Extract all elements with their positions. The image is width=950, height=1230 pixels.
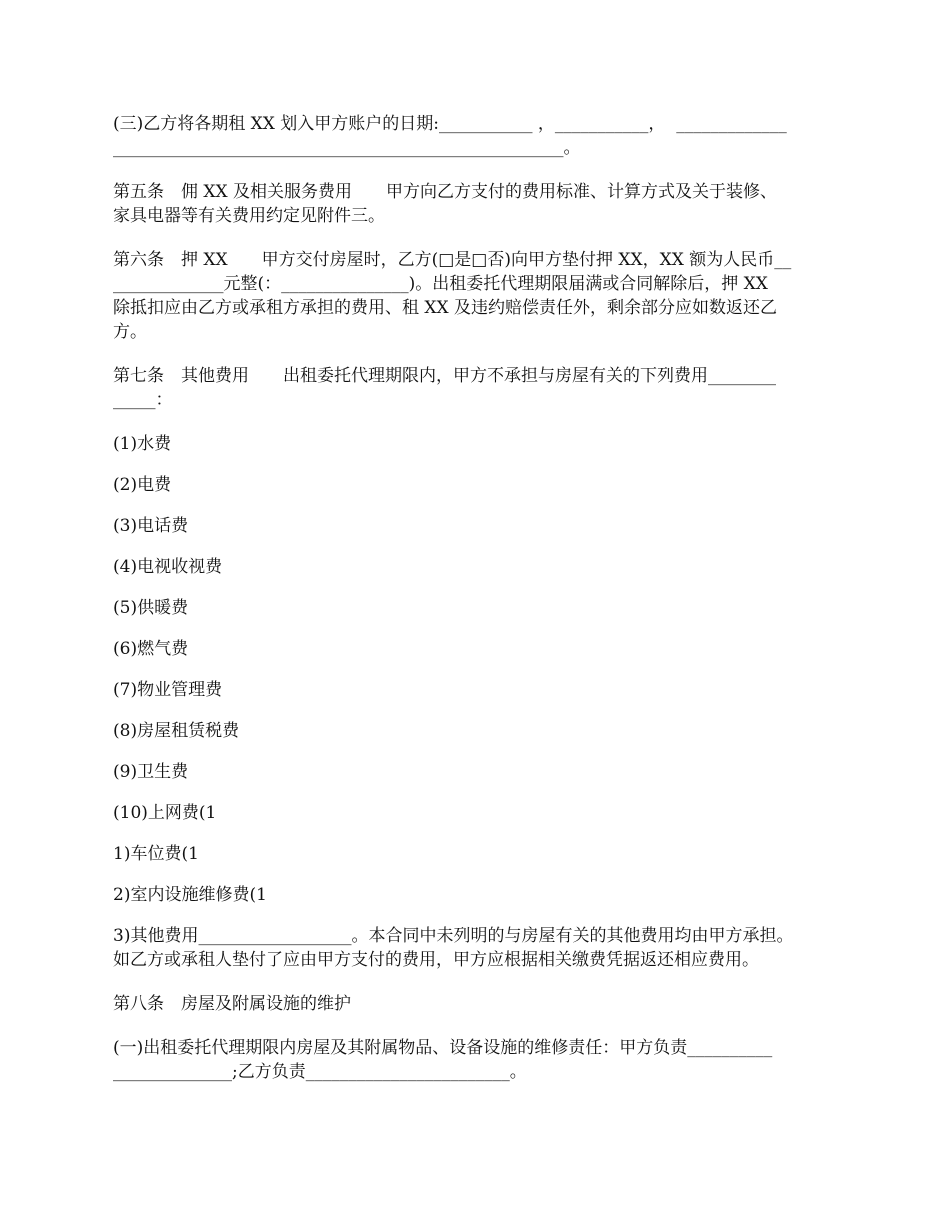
text-line: 方。 <box>113 322 147 342</box>
list-item <box>113 555 848 579</box>
text-line: (7)物业管理费 <box>113 680 223 700</box>
list-item <box>113 596 848 620</box>
list-item <box>113 760 848 784</box>
list-item <box>113 637 848 661</box>
text-line: (9)卫生费 <box>113 762 189 782</box>
text-line: _____________元整(：_______________)。出租委托代理期限届满或合同解除后，押 XX <box>113 274 768 294</box>
text-line: (8)房屋租赁税费 <box>113 721 240 741</box>
text-line: (一)出租委托代理期限内房屋及其附属物品、设备设施的维修责任：甲方负责__________ <box>113 1038 773 1058</box>
paragraph <box>113 112 848 160</box>
text-line: 家具电器等有关费用约定见附件三。 <box>113 206 385 226</box>
text-line: 2)室内设施维修费(1 <box>113 885 267 905</box>
text-line: 除抵扣应由乙方或承租方承担的费用、租 XX 及违约赔偿责任外，剩余部分应如数返还乙 <box>113 298 778 318</box>
list-item <box>113 514 848 538</box>
paragraph <box>113 248 848 344</box>
list-item <box>113 678 848 702</box>
list-item <box>113 473 848 497</box>
text-line: (三)乙方将各期租 XX 划入甲方账户的日期:___________ ，___________， _____________ <box>113 114 787 134</box>
text-line: 第八条 房屋及附属设施的维护 <box>113 994 351 1014</box>
text-line: 第七条 其他费用 出租委托代理期限内，甲方不承担与房屋有关的下列费用________ <box>113 366 776 386</box>
text-line: (10)上网费(1 <box>113 803 217 823</box>
text-line: 1)车位费(1 <box>113 844 199 864</box>
text-line: _____________________________________________________。 <box>113 138 581 158</box>
text-line: (5)供暖费 <box>113 598 189 618</box>
list-item <box>113 719 848 743</box>
paragraph <box>113 1036 848 1084</box>
text-line: 第五条 佣 XX 及相关服务费用 甲方向乙方支付的费用标准、计算方式及关于装修、 <box>113 182 778 202</box>
paragraph <box>113 180 848 228</box>
document-body <box>113 112 848 1104</box>
list-item <box>113 432 848 456</box>
list-item <box>113 842 848 866</box>
paragraph <box>113 924 848 972</box>
list-item <box>113 883 848 907</box>
paragraph <box>113 364 848 412</box>
text-line: (6)燃气费 <box>113 639 189 659</box>
text-line: _____： <box>113 390 173 410</box>
text-line: 第六条 押 XX 甲方交付房屋时，乙方(□是□否)向甲方垫付押 XX，XX 额为人民币__ <box>113 250 792 270</box>
text-line: ______________;乙方负责________________________。 <box>113 1062 527 1082</box>
text-line: (1)水费 <box>113 434 172 454</box>
text-line: 如乙方或承租人垫付了应由甲方支付的费用，甲方应根据相关缴费凭据返还相应费用。 <box>113 950 759 970</box>
text-line: 3)其他费用__________________。本合同中未列明的与房屋有关的其他费用均由甲方承担。 <box>113 926 794 946</box>
text-line: (3)电话费 <box>113 516 189 536</box>
paragraph <box>113 992 848 1016</box>
list-item <box>113 801 848 825</box>
text-line: (4)电视收视费 <box>113 557 223 577</box>
text-line: (2)电费 <box>113 475 172 495</box>
